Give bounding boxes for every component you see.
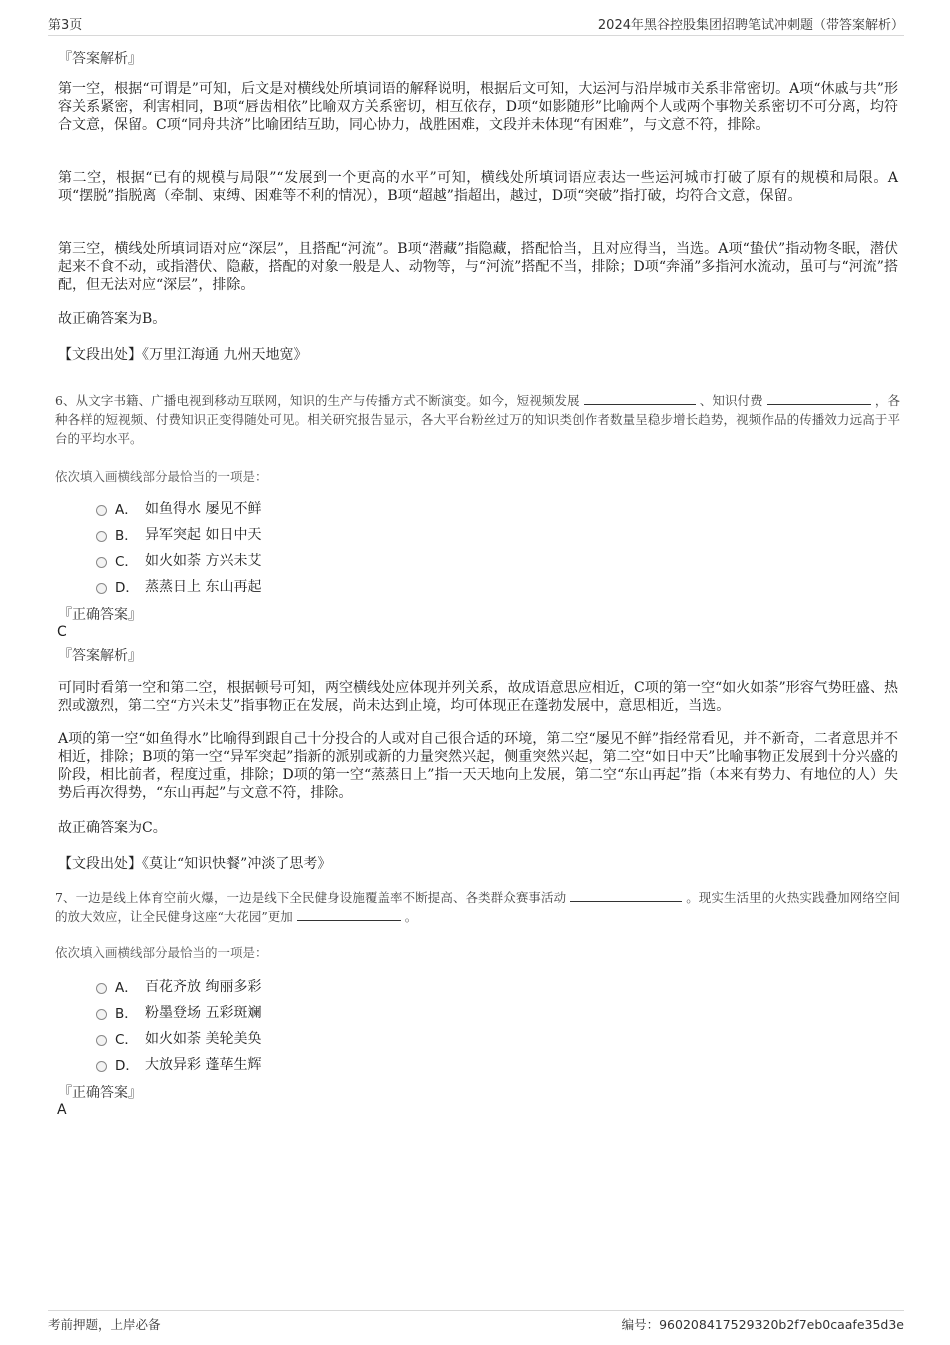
- q7-option-d[interactable]: [96, 1054, 261, 1074]
- q6-stem-part-2: 、知识付费: [699, 393, 763, 408]
- option-text: 百花齐放 绚丽多彩: [145, 979, 262, 995]
- radio-icon[interactable]: [96, 531, 107, 542]
- q6-option-a[interactable]: [96, 498, 261, 518]
- footer-code-label: 编号：: [621, 1317, 660, 1332]
- q7-blank-1: [570, 890, 682, 902]
- q7-option-c[interactable]: [96, 1028, 261, 1048]
- q6-answer-heading: 『正确答案』: [58, 607, 142, 623]
- page-number: 第3页: [48, 18, 83, 33]
- q5-analysis-para-1: 第一空，根据“可谓是”可知，后文是对横线处所填词语的解释说明，根据后文可知，大运河与沿岸城市关系非常密切。A项“休戚与共”形容关系紧密，利害相同，B项“唇齿相依”比喻双方关系密切，相互依存，D项“如影随形”比喻两个人或两个事物关系密切不可分离，均符合文意，保留。C项“同舟共济”比喻团结互助，同心协力，战胜困难，文段并未体现“有困难”，与文意不符，排除。: [58, 81, 898, 133]
- document-title: 2024年黑谷控股集团招聘笔试冲刺题（带答案解析）: [597, 18, 904, 33]
- radio-icon[interactable]: [96, 505, 107, 516]
- option-text: 异军突起 如日中天: [145, 527, 262, 543]
- q6-stem-part-3: ，各种各样的短视频、付费知识正变得随处可见。相关研究报告显示，各大平台粉丝过万的知识类创作者数量呈稳步增长趋势，视频作品的传播效力远高于平台的平均水平。: [55, 393, 900, 446]
- radio-icon[interactable]: [96, 1009, 107, 1020]
- q7-blank-2: [297, 909, 401, 921]
- q7-option-b[interactable]: [96, 1002, 261, 1022]
- option-letter: B．: [115, 1006, 138, 1022]
- q5-analysis-para-3: 第三空，横线处所填词语对应“深层”，且搭配“河流”。B项“潜藏”指隐藏，搭配恰当，且对应得当，当选。A项“蛰伏”指动物冬眠，潜伏起来不食不动，或指潜伏、隐蔽，搭配的对象一般是人、动物等，与“河流”搭配不当，排除；D项“奔涌”多指河水流动，虽可与“河流”搭配，但无法对应“深层”，排除。: [58, 241, 898, 293]
- q7-prompt: 依次填入画横线部分最恰当的一项是：: [55, 945, 268, 960]
- q6-option-c[interactable]: [96, 550, 261, 570]
- option-text: 粉墨登场 五彩斑斓: [145, 1005, 262, 1021]
- page-footer: [48, 1310, 904, 1336]
- q7-option-a[interactable]: [96, 976, 261, 996]
- option-letter: A．: [115, 980, 138, 996]
- radio-icon[interactable]: [96, 1061, 107, 1072]
- radio-icon[interactable]: [96, 557, 107, 568]
- option-letter: B．: [115, 528, 138, 544]
- q6-source: 【文段出处】《莫让“知识快餐”冲淡了思考》: [58, 856, 332, 872]
- option-letter: C．: [115, 554, 138, 570]
- option-text: 如火如荼 方兴未艾: [145, 553, 262, 569]
- footer-code-value: 960208417529320b2f7eb0caafe35d3e: [659, 1317, 904, 1332]
- q7-stem-part-1: 7、一边是线上体育空前火爆，一边是线下全民健身设施覆盖率不断提高、各类群众赛事活动: [55, 890, 567, 905]
- q7-stem: [55, 888, 900, 926]
- q5-source: 【文段出处】《万里江海通 九州天地宽》: [58, 347, 308, 363]
- option-text: 如火如荼 美轮美奂: [145, 1031, 262, 1047]
- q6-option-b[interactable]: [96, 524, 261, 544]
- q6-blank-2: [767, 393, 871, 405]
- q6-stem-part-1: 6、从文字书籍、广播电视到移动互联网，知识的生产与传播方式不断演变。如今，短视频发展: [55, 393, 580, 408]
- q7-stem-part-3: 。: [404, 909, 418, 924]
- option-text: 大放异彩 蓬荜生辉: [145, 1057, 262, 1073]
- q5-conclusion: 故正确答案为B。: [58, 311, 167, 327]
- q5-analysis-heading: 『答案解析』: [58, 51, 142, 67]
- q7-answer-heading: 『正确答案』: [58, 1085, 142, 1101]
- q6-analysis-para-1: 可同时看第一空和第二空，根据顿号可知，两空横线处应体现并列关系，故成语意思应相近，C项的第一空“如火如荼”形容气势旺盛、热烈或激烈，第二空“方兴未艾”指事物正在发展，尚未达到止境，均可体现正在蓬勃发展中，意思相近，当选。: [58, 680, 898, 714]
- q6-blank-1: [584, 393, 696, 405]
- q7-stem-part-2: 。现实生活里的火热实践叠加网络空间的放大效应，让全民健身这座“大花园”更加: [55, 890, 900, 924]
- option-letter: C．: [115, 1032, 138, 1048]
- q6-option-d[interactable]: [96, 576, 261, 596]
- q6-stem: [55, 391, 900, 448]
- option-letter: D．: [115, 580, 139, 596]
- q6-prompt: 依次填入画横线部分最恰当的一项是：: [55, 469, 268, 484]
- q7-answer: A: [57, 1102, 67, 1118]
- option-text: 如鱼得水 屡见不鲜: [145, 501, 262, 517]
- option-text: 蒸蒸日上 东山再起: [145, 579, 262, 595]
- footer-code: [622, 1315, 904, 1333]
- radio-icon[interactable]: [96, 583, 107, 594]
- q6-conclusion: 故正确答案为C。: [58, 820, 167, 836]
- radio-icon[interactable]: [96, 983, 107, 994]
- page-header: [48, 14, 904, 36]
- q6-analysis-heading: 『答案解析』: [58, 648, 142, 664]
- q6-answer: C: [57, 624, 67, 640]
- footer-slogan: 考前押题，上岸必备: [48, 1317, 161, 1332]
- option-letter: A．: [115, 502, 138, 518]
- q6-analysis-para-2: A项的第一空“如鱼得水”比喻得到跟自己十分投合的人或对自己很合适的环境，第二空“屡见不鲜”指经常看见，并不新奇，二者意思并不相近，排除；B项的第一空“异军突起”指新的派别或新的力量突然兴起，侧重突然兴起，第二空“如日中天”比喻事物正发展到十分兴盛的阶段，相比前者，程度过重，排除；D项的第一空“蒸蒸日上”指一天天地向上发展，第二空“东山再起”指（本来有势力、有地位的人）失势后再次得势，“东山再起”与文意不符，排除。: [58, 731, 898, 801]
- option-letter: D．: [115, 1058, 139, 1074]
- q5-analysis-para-2: 第二空，根据“已有的规模与局限”“发展到一个更高的水平”可知，横线处所填词语应表达一些运河城市打破了原有的规模和局限。A项“摆脱”指脱离（牵制、束缚、困难等不利的情况），B项“超越”指超出，越过，D项“突破”指打破，均符合文意，保留。: [58, 170, 898, 204]
- radio-icon[interactable]: [96, 1035, 107, 1046]
